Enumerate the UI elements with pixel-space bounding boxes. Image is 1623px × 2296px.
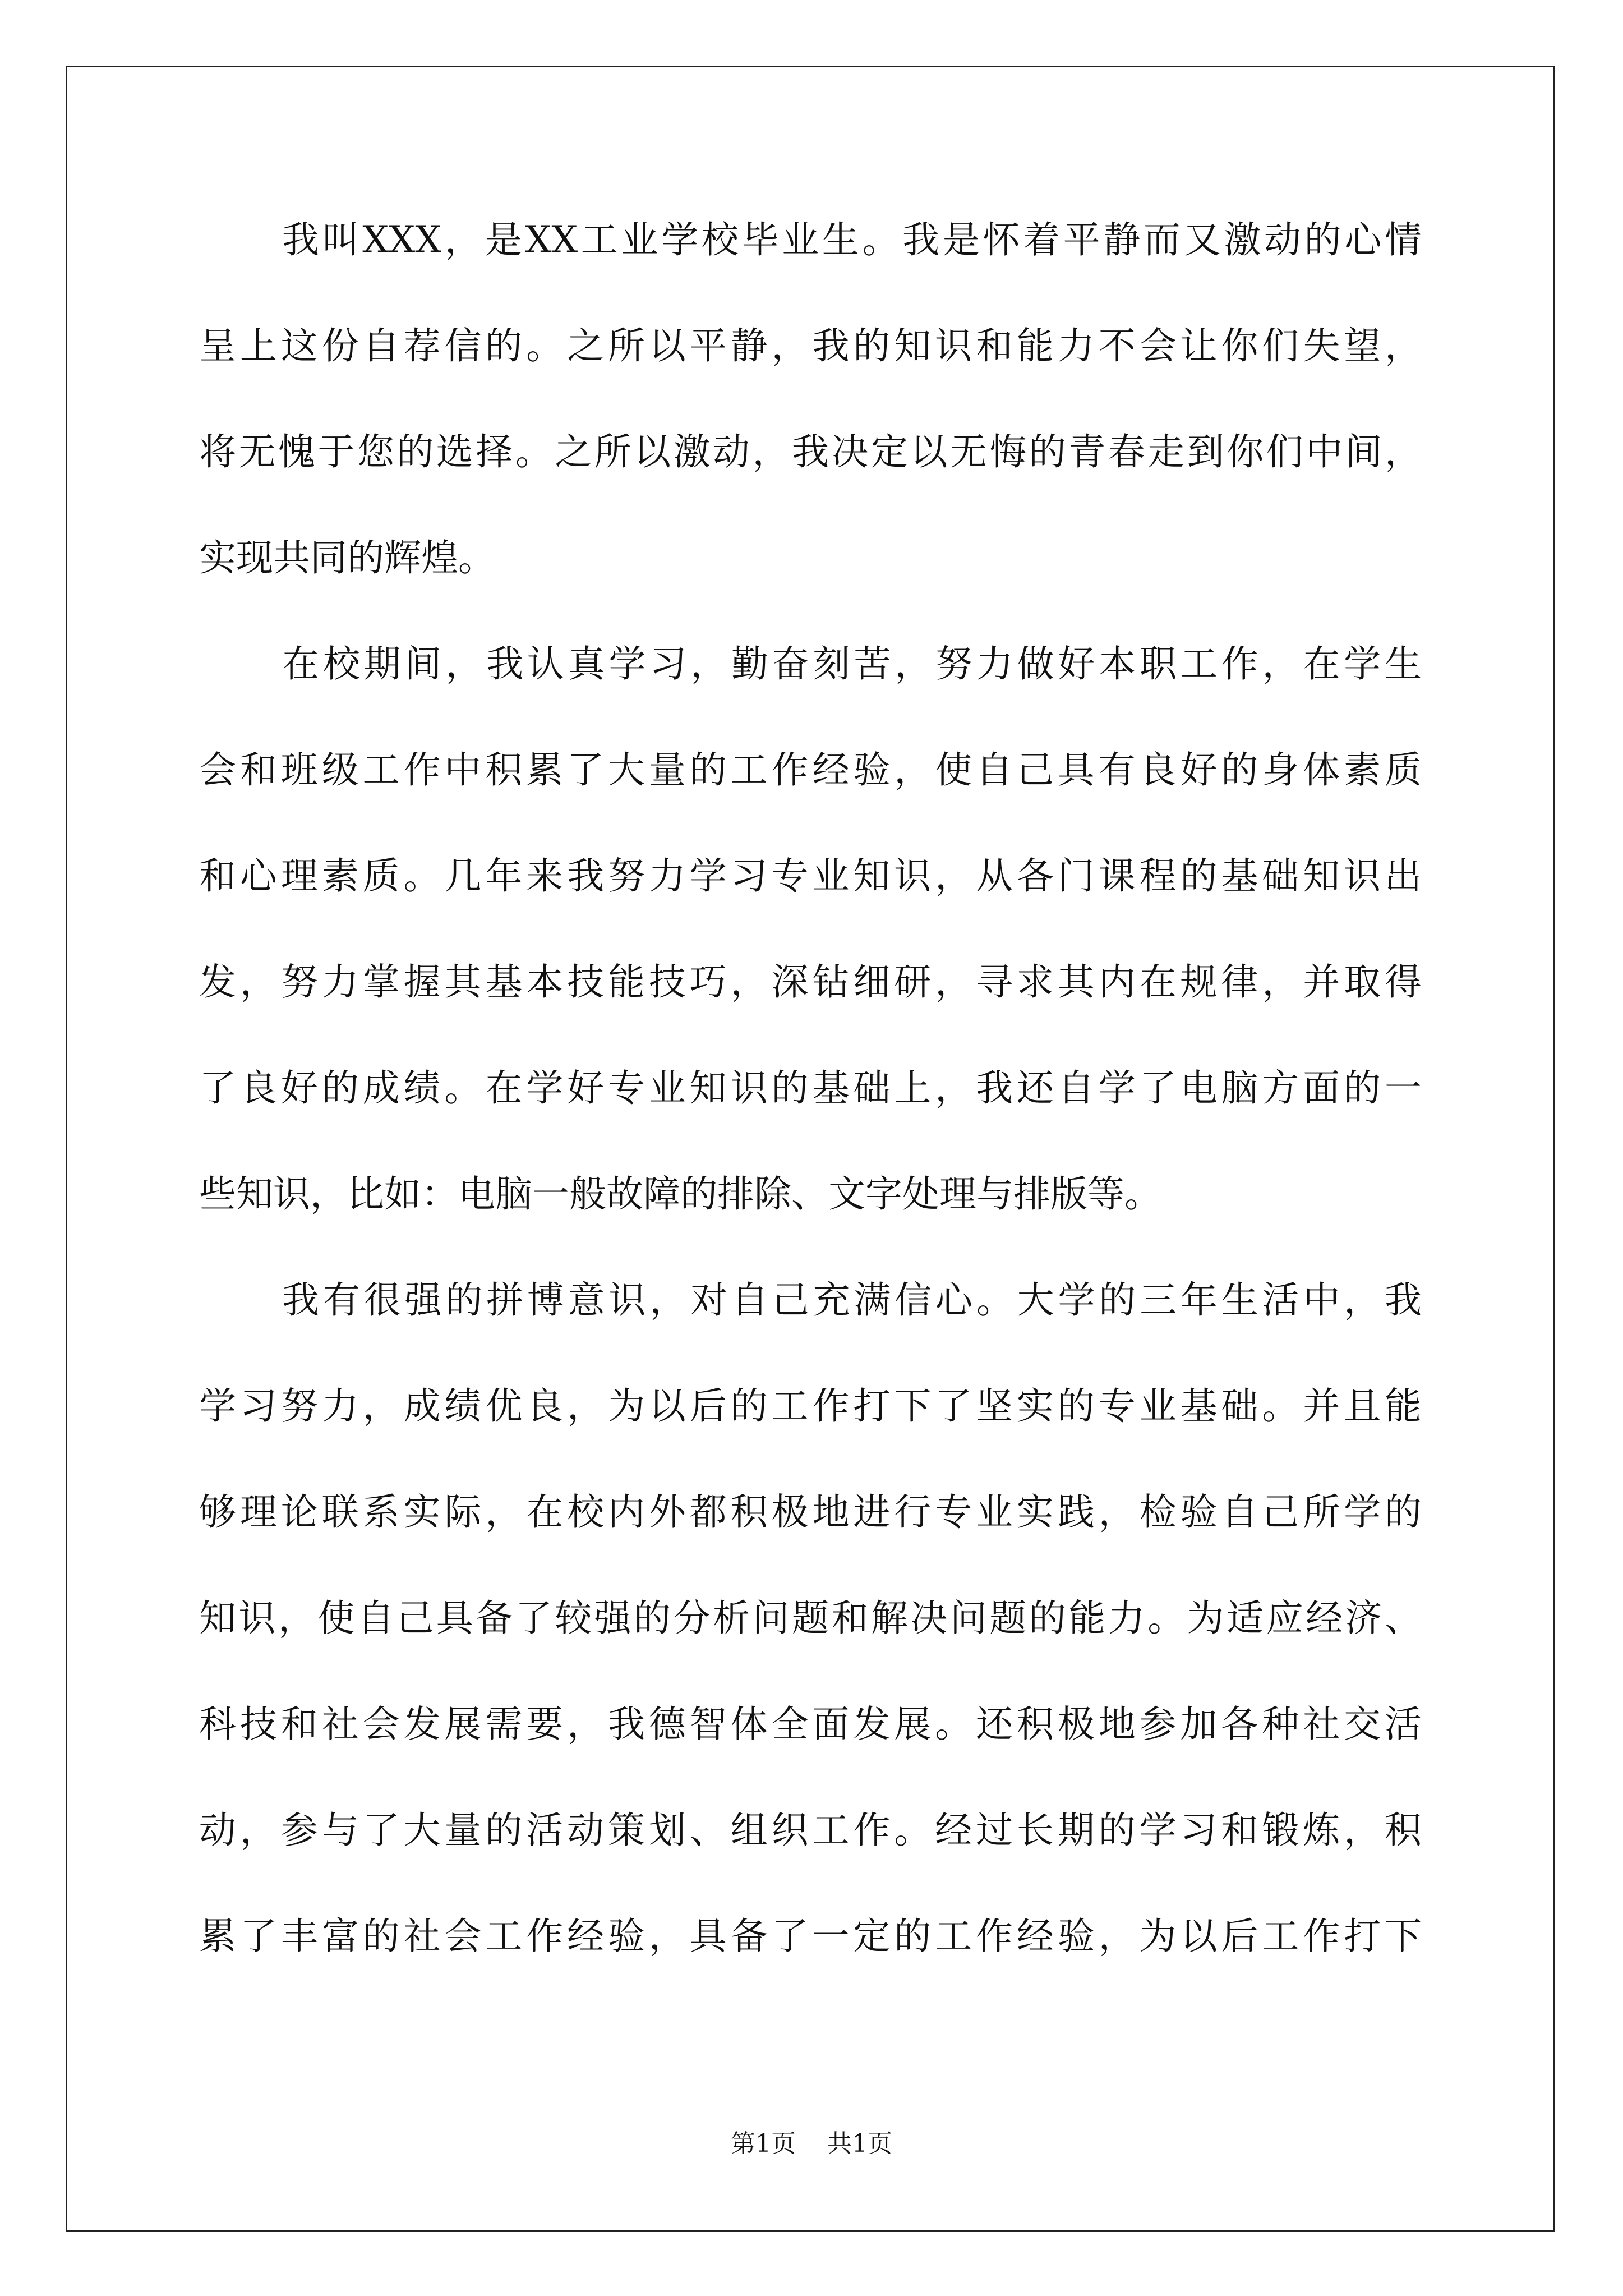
text-line: 发，努力掌握其基本技能技巧，深钻细研，寻求其内在规律，并取得 bbox=[199, 960, 1422, 1004]
text-line: 累了丰富的社会工作经验，具备了一定的工作经验，为以后工作打下 bbox=[199, 1915, 1422, 1958]
letter-body bbox=[199, 212, 1422, 2014]
page-count: 共1页 bbox=[827, 2129, 892, 2158]
text-line: 会和班级工作中积累了大量的工作经验，使自己具有良好的身体素质 bbox=[199, 748, 1422, 792]
text-line: 和心理素质。几年来我努力学习专业知识，从各门课程的基础知识出 bbox=[199, 854, 1422, 898]
text-line: 实现共同的辉煌。 bbox=[199, 536, 495, 579]
text-line: 我叫XXX，是XX工业学校毕业生。我是怀着平静而又激动的心情 bbox=[282, 218, 1422, 261]
text-line: 够理论联系实际，在校内外都积极地进行专业实践，检验自己所学的 bbox=[199, 1490, 1422, 1534]
text-line: 学习努力，成绩优良，为以后的工作打下了坚实的专业基础。并且能 bbox=[199, 1384, 1422, 1428]
text-line: 了良好的成绩。在学好专业知识的基础上，我还自学了电脑方面的一 bbox=[199, 1066, 1422, 1110]
page-number: 第1页 bbox=[731, 2129, 796, 2158]
text-line: 呈上这份自荐信的。之所以平静，我的知识和能力不会让你们失望， bbox=[199, 324, 1422, 367]
text-line: 动，参与了大量的活动策划、组织工作。经过长期的学习和锻炼，积 bbox=[199, 1809, 1422, 1852]
text-line: 知识，使自己具备了较强的分析问题和解决问题的能力。为适应经济、 bbox=[199, 1596, 1422, 1640]
text-line: 科技和社会发展需要，我德智体全面发展。还积极地参加各种社交活 bbox=[199, 1703, 1422, 1746]
text-line: 在校期间，我认真学习，勤奋刻苦，努力做好本职工作，在学生 bbox=[282, 642, 1422, 685]
text-line: 我有很强的拼博意识，对自己充满信心。大学的三年生活中，我 bbox=[282, 1278, 1422, 1322]
page-footer bbox=[0, 2127, 1623, 2161]
text-line: 将无愧于您的选择。之所以激动，我决定以无悔的青春走到你们中间， bbox=[199, 430, 1422, 473]
text-line: 些知识，比如：电脑一般故障的排除、文字处理与排版等。 bbox=[199, 1172, 1161, 1216]
